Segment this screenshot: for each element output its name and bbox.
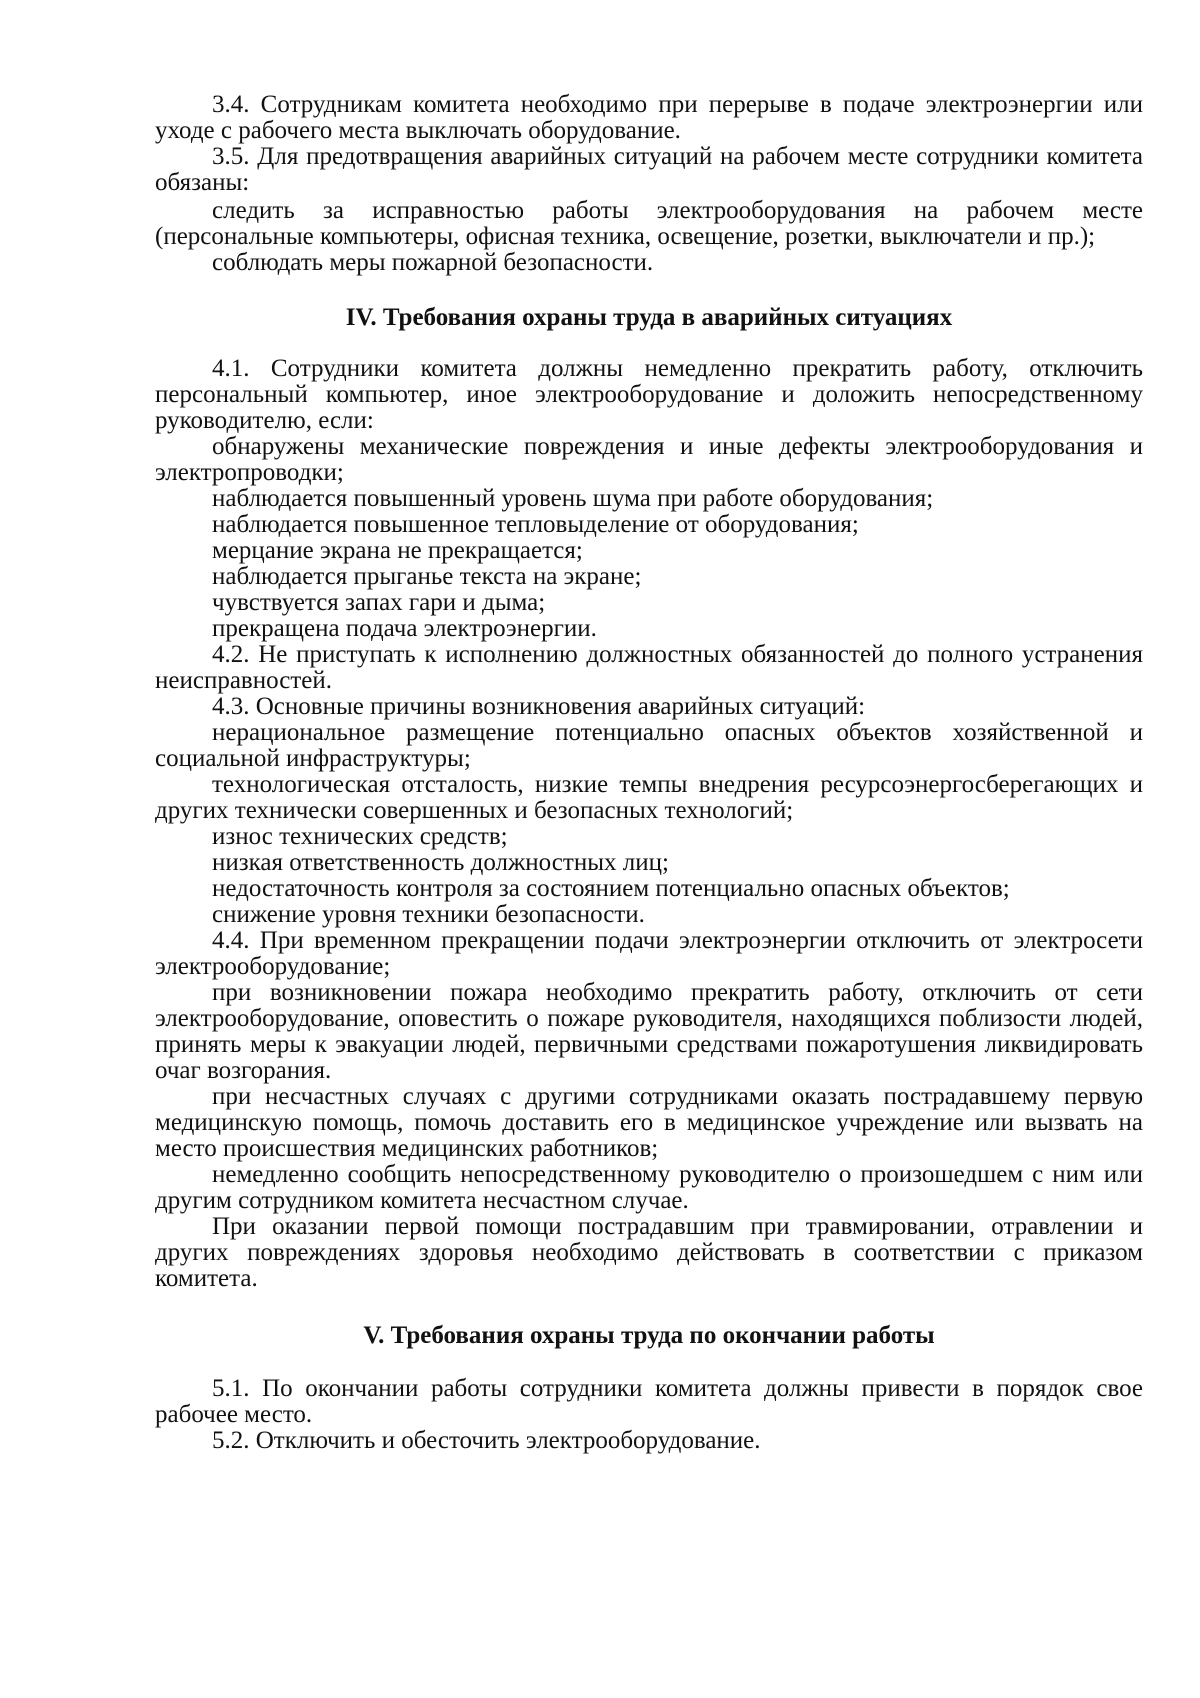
paragraph-3-4: 3.4. Сотрудникам комитета необходимо при перерыве в подаче электроэнергии или уходе с рабочего места выключать оборудование.: [155, 91, 1143, 144]
paragraph-4-3: 4.3. Основные причины возникновения аварийных ситуаций:: [212, 693, 866, 720]
paragraph-3-5: 3.5. Для предотвращения аварийных ситуаций на рабочем месте сотрудники комитета обязаны:: [155, 143, 1143, 196]
list-item: износ технических средств;: [212, 823, 508, 850]
list-item: наблюдается повышенный уровень шума при работе оборудования;: [212, 485, 934, 512]
list-item: прекращена подача электроэнергии.: [212, 615, 597, 642]
list-item: нерациональное размещение потенциально опасных объектов хозяйственной и социальной инфраструктуры;: [155, 719, 1143, 772]
paragraph-4-4: 4.4. При временном прекращении подачи электроэнергии отключить от электросети электрооборудование;: [155, 927, 1143, 980]
list-item: недостаточность контроля за состоянием потенциально опасных объектов;: [212, 875, 1010, 902]
paragraph-4-2: 4.2. Не приступать к исполнению должностных обязанностей до полного устранения неисправностей.: [155, 641, 1143, 694]
list-item: наблюдается повышенное тепловыделение от оборудования;: [212, 511, 859, 538]
list-item: наблюдается прыганье текста на экране;: [212, 563, 642, 590]
list-item: При оказании первой помощи пострадавшим при травмировании, отравлении и других повреждениях здоровья необходимо действовать в соответствии с приказом комитета.: [155, 1213, 1143, 1292]
list-item: снижение уровня техники безопасности.: [212, 901, 645, 928]
section-heading-v: V. Требования охраны труда по окончании работы: [363, 1322, 935, 1349]
paragraph-5-1: 5.1. По окончании работы сотрудники комитета должны привести в порядок свое рабочее место.: [155, 1375, 1143, 1428]
section-heading-iv: IV. Требования охраны труда в аварийных ситуациях: [345, 304, 953, 331]
list-item: чувствуется запах гари и дыма;: [212, 589, 546, 616]
list-item: при несчастных случаях с другими сотрудниками оказать пострадавшему первую медицинскую помощь, помочь доставить его в медицинское учреждение или вызвать на место происшествия медицинских работников;: [155, 1083, 1143, 1162]
paragraph-4-1: 4.1. Сотрудники комитета должны немедленно прекратить работу, отключить персональный компьютер, иное электрооборудование и доложить непосредственному руководителю, если:: [155, 355, 1143, 434]
list-item: мерцание экрана не прекращается;: [212, 537, 583, 564]
list-item: технологическая отсталость, низкие темпы внедрения ресурсоэнергосберегающих и других технически совершенных и безопасных технологий;: [155, 771, 1143, 824]
list-item: при возникновении пожара необходимо прекратить работу, отключить от сети электрооборудование, оповестить о пожаре руководителя, находящихся поблизости людей, принять меры к эвакуации людей, первичными средствами пожаротушения ликвидировать очаг возгорания.: [155, 979, 1143, 1084]
list-item: соблюдать меры пожарной безопасности.: [212, 249, 654, 276]
paragraph-5-2: 5.2. Отключить и обесточить электрооборудование.: [212, 1427, 761, 1454]
document-body: [155, 92, 1143, 1454]
list-item: обнаружены механические повреждения и иные дефекты электрооборудования и электропроводки;: [155, 433, 1143, 486]
list-item: следить за исправностью работы электрооборудования на рабочем месте (персональные компьютеры, офисная техника, освещение, розетки, выключатели и пр.);: [155, 197, 1143, 250]
list-item: немедленно сообщить непосредственному руководителю о произошедшем с ним или другим сотрудником комитета несчастном случае.: [155, 1161, 1143, 1214]
list-item: низкая ответственность должностных лиц;: [212, 849, 669, 876]
